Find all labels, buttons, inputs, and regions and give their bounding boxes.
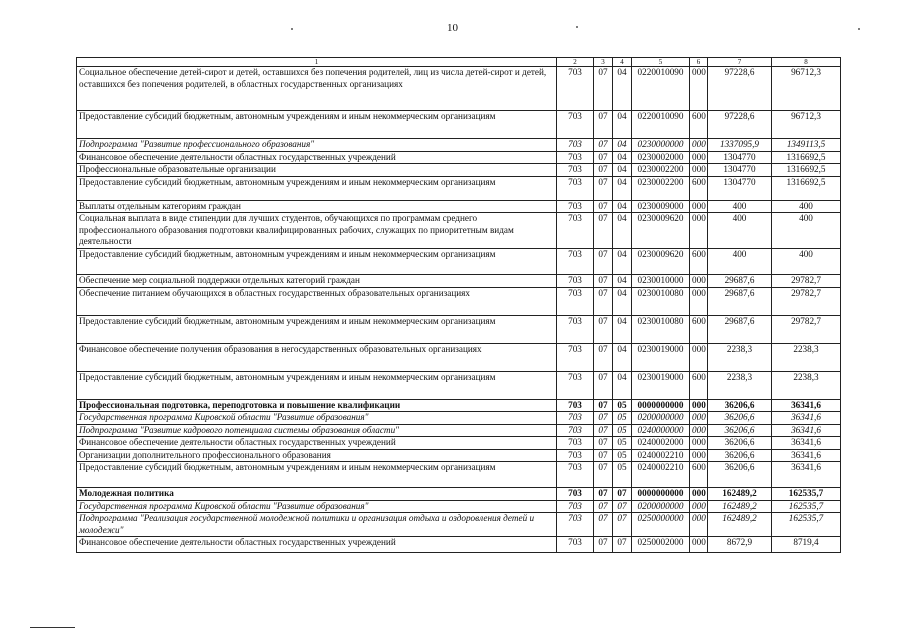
item-name-cell: Предоставление субсидий бюджетным, автономным учреждениям и иным некоммерческим организациям xyxy=(77,371,557,399)
item-name-cell: Предоставление субсидий бюджетным, автономным учреждениям и иным некоммерческим организациям xyxy=(77,111,557,139)
code-grbs-cell: 703 xyxy=(557,249,594,275)
section-cell: 07 xyxy=(594,412,613,425)
section-cell: 07 xyxy=(594,424,613,437)
section-cell: 07 xyxy=(594,371,613,399)
section-cell: 07 xyxy=(594,500,613,513)
expense-type-cell: 600 xyxy=(690,176,708,200)
target-article-cell: 0230019000 xyxy=(632,371,690,399)
expense-type-cell: 000 xyxy=(690,275,708,288)
target-article-cell: 0250000000 xyxy=(632,513,690,537)
table-body xyxy=(77,58,841,553)
amount-2020-cell: 36341,6 xyxy=(772,424,841,437)
header-cell: 8 xyxy=(772,58,841,67)
subsection-cell: 04 xyxy=(613,287,632,315)
amount-2020-cell: 1316692,5 xyxy=(772,151,841,164)
subsection-cell: 07 xyxy=(613,500,632,513)
amount-2020-cell: 2238,3 xyxy=(772,343,841,371)
amount-2019-cell: 2238,3 xyxy=(708,343,772,371)
item-name-cell: Подпрограмма "Реализация государственной молодежной политики и организация отдыха и оздоровления детей и молодежи" xyxy=(77,513,557,537)
expense-type-cell: 000 xyxy=(690,412,708,425)
amount-2019-cell: 400 xyxy=(708,200,772,213)
subsection-cell: 04 xyxy=(613,151,632,164)
table-row xyxy=(77,371,841,399)
section-cell: 07 xyxy=(594,275,613,288)
table-row xyxy=(77,513,841,537)
expense-type-cell: 000 xyxy=(690,200,708,213)
section-cell: 07 xyxy=(594,176,613,200)
target-article-cell: 0240002210 xyxy=(632,449,690,462)
amount-2020-cell: 1349113,5 xyxy=(772,139,841,152)
item-name-cell: Подпрограмма "Развитие кадрового потенциала системы образования области" xyxy=(77,424,557,437)
amount-2020-cell: 36341,6 xyxy=(772,412,841,425)
target-article-cell: 0240002000 xyxy=(632,437,690,450)
amount-2019-cell: 162489,2 xyxy=(708,500,772,513)
subsection-cell: 07 xyxy=(613,488,632,501)
amount-2020-cell: 29782,7 xyxy=(772,275,841,288)
amount-2020-cell: 8719,4 xyxy=(772,537,841,553)
table-row xyxy=(77,164,841,177)
amount-2019-cell: 1304770 xyxy=(708,176,772,200)
amount-2020-cell: 1316692,5 xyxy=(772,176,841,200)
target-article-cell: 0200000000 xyxy=(632,412,690,425)
target-article-cell: 0230000000 xyxy=(632,139,690,152)
amount-2020-cell: 29782,7 xyxy=(772,315,841,343)
section-cell: 07 xyxy=(594,151,613,164)
expense-type-cell: 000 xyxy=(690,287,708,315)
section-cell: 07 xyxy=(594,513,613,537)
amount-2019-cell: 400 xyxy=(708,249,772,275)
amount-2019-cell: 29687,6 xyxy=(708,287,772,315)
section-cell: 07 xyxy=(594,111,613,139)
section-cell: 07 xyxy=(594,437,613,450)
code-grbs-cell: 703 xyxy=(557,371,594,399)
amount-2019-cell: 97228,6 xyxy=(708,111,772,139)
target-article-cell: 0230009620 xyxy=(632,249,690,275)
amount-2020-cell: 400 xyxy=(772,249,841,275)
expense-type-cell: 000 xyxy=(690,399,708,412)
scan-dot xyxy=(858,28,860,30)
subsection-cell: 04 xyxy=(613,164,632,177)
amount-2019-cell: 36206,6 xyxy=(708,412,772,425)
target-article-cell: 0220010090 xyxy=(632,111,690,139)
code-grbs-cell: 703 xyxy=(557,111,594,139)
table-row xyxy=(77,249,841,275)
subsection-cell: 04 xyxy=(613,176,632,200)
subsection-cell: 04 xyxy=(613,343,632,371)
target-article-cell: 0200000000 xyxy=(632,500,690,513)
item-name-cell: Предоставление субсидий бюджетным, автономным учреждениям и иным некоммерческим организациям xyxy=(77,315,557,343)
section-cell: 07 xyxy=(594,139,613,152)
target-article-cell: 0230009000 xyxy=(632,200,690,213)
table-row xyxy=(77,437,841,450)
scan-dot xyxy=(291,28,293,30)
header-cell: 4 xyxy=(613,58,632,67)
table-row xyxy=(77,139,841,152)
code-grbs-cell: 703 xyxy=(557,151,594,164)
amount-2019-cell: 36206,6 xyxy=(708,424,772,437)
table-row xyxy=(77,176,841,200)
amount-2020-cell: 2238,3 xyxy=(772,371,841,399)
code-grbs-cell: 703 xyxy=(557,412,594,425)
expense-type-cell: 000 xyxy=(690,164,708,177)
amount-2019-cell: 36206,6 xyxy=(708,399,772,412)
item-name-cell: Социальное обеспечение детей-сирот и детей, оставшихся без попечения родителей, лиц из числа детей-сирот и детей, оставшихся без попечения родителей, в областных государственных организациях xyxy=(77,67,557,111)
section-cell: 07 xyxy=(594,213,613,249)
header-cell: 1 xyxy=(77,58,557,67)
code-grbs-cell: 703 xyxy=(557,67,594,111)
section-cell: 07 xyxy=(594,343,613,371)
expense-type-cell: 000 xyxy=(690,67,708,111)
expense-type-cell: 000 xyxy=(690,424,708,437)
code-grbs-cell: 703 xyxy=(557,164,594,177)
item-name-cell: Профессиональная подготовка, переподготовка и повышение квалификации xyxy=(77,399,557,412)
item-name-cell: Обеспечение мер социальной поддержки отдельных категорий граждан xyxy=(77,275,557,288)
subsection-cell: 04 xyxy=(613,139,632,152)
item-name-cell: Социальная выплата в виде стипендии для лучших студентов, обучающихся по программам среднего профессионального образования подготовки квалифицированных рабочих, служащих по приоритетным видам деятельности xyxy=(77,213,557,249)
table-row xyxy=(77,412,841,425)
scan-dot xyxy=(576,26,578,28)
code-grbs-cell: 703 xyxy=(557,500,594,513)
amount-2020-cell: 36341,6 xyxy=(772,437,841,450)
expense-type-cell: 000 xyxy=(690,151,708,164)
target-article-cell: 0230002200 xyxy=(632,164,690,177)
amount-2020-cell: 400 xyxy=(772,213,841,249)
expense-type-cell: 600 xyxy=(690,315,708,343)
item-name-cell: Обеспечение питанием обучающихся в областных государственных образовательных организациях xyxy=(77,287,557,315)
amount-2020-cell: 36341,6 xyxy=(772,399,841,412)
item-name-cell: Подпрограмма "Развитие профессионального образования" xyxy=(77,139,557,152)
amount-2020-cell: 96712,3 xyxy=(772,67,841,111)
expense-type-cell: 000 xyxy=(690,513,708,537)
amount-2019-cell: 36206,6 xyxy=(708,462,772,488)
header-cell: 7 xyxy=(708,58,772,67)
code-grbs-cell: 703 xyxy=(557,513,594,537)
amount-2020-cell: 162535,7 xyxy=(772,513,841,537)
subsection-cell: 05 xyxy=(613,437,632,450)
amount-2019-cell: 400 xyxy=(708,213,772,249)
amount-2019-cell: 29687,6 xyxy=(708,315,772,343)
subsection-cell: 07 xyxy=(613,513,632,537)
section-cell: 07 xyxy=(594,488,613,501)
subsection-cell: 07 xyxy=(613,537,632,553)
amount-2020-cell: 1316692,5 xyxy=(772,164,841,177)
item-name-cell: Организации дополнительного профессионального образования xyxy=(77,449,557,462)
target-article-cell: 0240002210 xyxy=(632,462,690,488)
subsection-cell: 04 xyxy=(613,275,632,288)
header-cell: 3 xyxy=(594,58,613,67)
subsection-cell: 05 xyxy=(613,449,632,462)
section-cell: 07 xyxy=(594,399,613,412)
table-row xyxy=(77,343,841,371)
item-name-cell: Финансовое обеспечение получения образования в негосударственных образовательных организациях xyxy=(77,343,557,371)
item-name-cell: Выплаты отдельным категориям граждан xyxy=(77,200,557,213)
page-number: 10 xyxy=(447,22,458,34)
target-article-cell: 0230002000 xyxy=(632,151,690,164)
target-article-cell: 0240000000 xyxy=(632,424,690,437)
table-row xyxy=(77,462,841,488)
code-grbs-cell: 703 xyxy=(557,537,594,553)
target-article-cell: 0230019000 xyxy=(632,343,690,371)
section-cell: 07 xyxy=(594,287,613,315)
target-article-cell: 0230010000 xyxy=(632,275,690,288)
target-article-cell: 0230009620 xyxy=(632,213,690,249)
amount-2019-cell: 1304770 xyxy=(708,164,772,177)
code-grbs-cell: 703 xyxy=(557,287,594,315)
table-row xyxy=(77,537,841,553)
code-grbs-cell: 703 xyxy=(557,462,594,488)
subsection-cell: 04 xyxy=(613,249,632,275)
subsection-cell: 05 xyxy=(613,412,632,425)
table-row xyxy=(77,500,841,513)
code-grbs-cell: 703 xyxy=(557,275,594,288)
amount-2019-cell: 162489,2 xyxy=(708,513,772,537)
target-article-cell: 0220010090 xyxy=(632,67,690,111)
target-article-cell: 0230002200 xyxy=(632,176,690,200)
item-name-cell: Профессиональные образовательные организации xyxy=(77,164,557,177)
item-name-cell: Финансовое обеспечение деятельности областных государственных учреждений xyxy=(77,151,557,164)
table-row xyxy=(77,200,841,213)
table-row xyxy=(77,151,841,164)
subsection-cell: 04 xyxy=(613,213,632,249)
section-cell: 07 xyxy=(594,462,613,488)
expense-type-cell: 600 xyxy=(690,111,708,139)
table-row xyxy=(77,488,841,501)
amount-2020-cell: 29782,7 xyxy=(772,287,841,315)
code-grbs-cell: 703 xyxy=(557,424,594,437)
section-cell: 07 xyxy=(594,449,613,462)
amount-2019-cell: 29687,6 xyxy=(708,275,772,288)
budget-table xyxy=(76,57,841,553)
footer-line xyxy=(30,627,75,628)
expense-type-cell: 600 xyxy=(690,249,708,275)
amount-2020-cell: 162535,7 xyxy=(772,488,841,501)
amount-2020-cell: 400 xyxy=(772,200,841,213)
item-name-cell: Государственная программа Кировской области "Развитие образования" xyxy=(77,500,557,513)
subsection-cell: 04 xyxy=(613,371,632,399)
code-grbs-cell: 703 xyxy=(557,399,594,412)
amount-2019-cell: 2238,3 xyxy=(708,371,772,399)
section-cell: 07 xyxy=(594,67,613,111)
item-name-cell: Предоставление субсидий бюджетным, автономным учреждениям и иным некоммерческим организациям xyxy=(77,176,557,200)
subsection-cell: 05 xyxy=(613,462,632,488)
expense-type-cell: 000 xyxy=(690,437,708,450)
code-grbs-cell: 703 xyxy=(557,315,594,343)
item-name-cell: Финансовое обеспечение деятельности областных государственных учреждений xyxy=(77,437,557,450)
section-cell: 07 xyxy=(594,249,613,275)
amount-2019-cell: 36206,6 xyxy=(708,449,772,462)
amount-2019-cell: 36206,6 xyxy=(708,437,772,450)
item-name-cell: Государственная программа Кировской области "Развитие образования" xyxy=(77,412,557,425)
item-name-cell: Молодежная политика xyxy=(77,488,557,501)
amount-2020-cell: 96712,3 xyxy=(772,111,841,139)
code-grbs-cell: 703 xyxy=(557,488,594,501)
subsection-cell: 04 xyxy=(613,200,632,213)
table-row xyxy=(77,315,841,343)
header-row xyxy=(77,58,841,67)
amount-2020-cell: 162535,7 xyxy=(772,500,841,513)
section-cell: 07 xyxy=(594,164,613,177)
table-row xyxy=(77,424,841,437)
subsection-cell: 05 xyxy=(613,424,632,437)
expense-type-cell: 600 xyxy=(690,371,708,399)
item-name-cell: Предоставление субсидий бюджетным, автономным учреждениям и иным некоммерческим организациям xyxy=(77,249,557,275)
table-row xyxy=(77,287,841,315)
subsection-cell: 05 xyxy=(613,399,632,412)
expense-type-cell: 000 xyxy=(690,213,708,249)
code-grbs-cell: 703 xyxy=(557,139,594,152)
expense-type-cell: 000 xyxy=(690,343,708,371)
section-cell: 07 xyxy=(594,537,613,553)
code-grbs-cell: 703 xyxy=(557,213,594,249)
code-grbs-cell: 703 xyxy=(557,343,594,371)
table-row xyxy=(77,449,841,462)
header-cell: 6 xyxy=(690,58,708,67)
target-article-cell: 0250002000 xyxy=(632,537,690,553)
expense-type-cell: 000 xyxy=(690,449,708,462)
expense-type-cell: 600 xyxy=(690,462,708,488)
amount-2020-cell: 36341,6 xyxy=(772,462,841,488)
expense-type-cell: 000 xyxy=(690,139,708,152)
amount-2020-cell: 36341,6 xyxy=(772,449,841,462)
section-cell: 07 xyxy=(594,315,613,343)
code-grbs-cell: 703 xyxy=(557,200,594,213)
subsection-cell: 04 xyxy=(613,67,632,111)
target-article-cell: 0000000000 xyxy=(632,399,690,412)
table-row xyxy=(77,111,841,139)
subsection-cell: 04 xyxy=(613,315,632,343)
amount-2019-cell: 1304770 xyxy=(708,151,772,164)
target-article-cell: 0230010080 xyxy=(632,315,690,343)
table-row xyxy=(77,67,841,111)
expense-type-cell: 000 xyxy=(690,488,708,501)
item-name-cell: Предоставление субсидий бюджетным, автономным учреждениям и иным некоммерческим организациям xyxy=(77,462,557,488)
code-grbs-cell: 703 xyxy=(557,449,594,462)
section-cell: 07 xyxy=(594,200,613,213)
amount-2019-cell: 8672,9 xyxy=(708,537,772,553)
target-article-cell: 0230010080 xyxy=(632,287,690,315)
table-row xyxy=(77,399,841,412)
item-name-cell: Финансовое обеспечение деятельности областных государственных учреждений xyxy=(77,537,557,553)
code-grbs-cell: 703 xyxy=(557,176,594,200)
expense-type-cell: 000 xyxy=(690,537,708,553)
header-cell: 2 xyxy=(557,58,594,67)
header-cell: 5 xyxy=(632,58,690,67)
amount-2019-cell: 162489,2 xyxy=(708,488,772,501)
expense-type-cell: 000 xyxy=(690,500,708,513)
table-row xyxy=(77,213,841,249)
amount-2019-cell: 1337095,9 xyxy=(708,139,772,152)
amount-2019-cell: 97228,6 xyxy=(708,67,772,111)
subsection-cell: 04 xyxy=(613,111,632,139)
table-row xyxy=(77,275,841,288)
code-grbs-cell: 703 xyxy=(557,437,594,450)
target-article-cell: 0000000000 xyxy=(632,488,690,501)
